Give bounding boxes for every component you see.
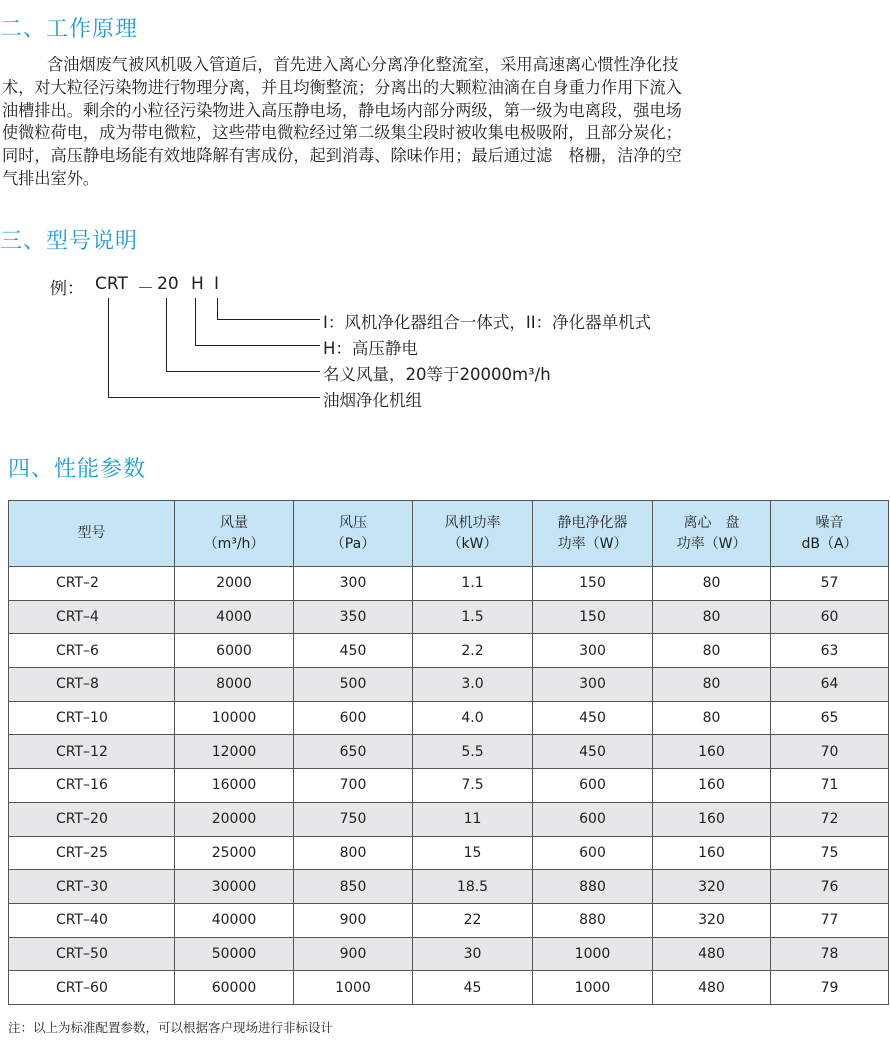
- table-cell: 300: [533, 634, 653, 668]
- table-cell: 320: [653, 870, 771, 904]
- table-cell: 600: [533, 836, 653, 870]
- table-cell: 850: [294, 870, 413, 904]
- table-row: [9, 600, 889, 634]
- table-cell: 880: [533, 870, 653, 904]
- table-row: [9, 701, 889, 735]
- table-row: [9, 634, 889, 668]
- header-esp-power: 静电净化器 功率（W）: [533, 501, 653, 567]
- paragraph-line: 使微粒荷电，成为带电微粒，这些带电微粒经过第二级集尘段时被收集电极吸附，且部分炭化；: [2, 123, 682, 143]
- footnote: 注：以上为标准配置参数，可以根据客户现场进行非标设计: [8, 1020, 334, 1035]
- connector-line: [217, 298, 218, 320]
- legend-i: I：风机净化器组合一体式，II：净化器单机式: [323, 313, 652, 332]
- table-row: [9, 668, 889, 702]
- table-cell: 300: [294, 567, 413, 601]
- table-cell: 4000: [175, 600, 294, 634]
- legend-airflow: 名义风量，20等于20000m³/h: [323, 365, 551, 384]
- section-heading-working-principle: 二、工作原理: [0, 17, 139, 42]
- table-cell: CRT–4: [9, 600, 175, 634]
- table-cell: 880: [533, 903, 653, 937]
- table-row: [9, 735, 889, 769]
- table-cell: CRT–8: [9, 668, 175, 702]
- paragraph-line: 油槽排出。剩余的小粒径污染物进入高压静电场，静电场内部分两级，第一级为电离段，强电场: [2, 100, 682, 120]
- table-row: [9, 937, 889, 971]
- table-cell: CRT–2: [9, 567, 175, 601]
- model-part-airflow: 20: [157, 274, 179, 294]
- table-cell: 57: [771, 567, 889, 601]
- table-row: [9, 567, 889, 601]
- table-cell: 600: [294, 701, 413, 735]
- table-cell: 8000: [175, 668, 294, 702]
- table-cell: 45: [413, 971, 533, 1005]
- table-cell: 80: [653, 634, 771, 668]
- table-cell: 78: [771, 937, 889, 971]
- table-row: [9, 971, 889, 1005]
- table-cell: 160: [653, 802, 771, 836]
- table-cell: 11: [413, 802, 533, 836]
- table-cell: 80: [653, 668, 771, 702]
- header-noise: 噪音 dB（A）: [771, 501, 889, 567]
- table-cell: 16000: [175, 769, 294, 803]
- connector-line: [166, 298, 167, 372]
- table-cell: 900: [294, 937, 413, 971]
- table-cell: 1000: [294, 971, 413, 1005]
- table-cell: CRT–12: [9, 735, 175, 769]
- table-row: [9, 870, 889, 904]
- paragraph-line: 气排出室外。: [2, 168, 100, 188]
- table-cell: 2.2: [413, 634, 533, 668]
- model-part-dash: －: [137, 279, 154, 299]
- table-cell: 79: [771, 971, 889, 1005]
- table-cell: 3.0: [413, 668, 533, 702]
- table-cell: 72: [771, 802, 889, 836]
- example-label: 例：: [50, 279, 84, 299]
- paragraph-line: 同时，高压静电场能有效地降解有害成份，起到消毒、除味作用；最后通过滤 格栅，洁净的空: [2, 146, 682, 166]
- header-fan-power: 风机功率 （kW）: [413, 501, 533, 567]
- table-cell: 160: [653, 735, 771, 769]
- table-row: [9, 903, 889, 937]
- table-cell: 160: [653, 769, 771, 803]
- table-cell: CRT–60: [9, 971, 175, 1005]
- connector-line: [108, 298, 109, 398]
- table-cell: 25000: [175, 836, 294, 870]
- table-cell: 450: [533, 735, 653, 769]
- model-part-series: CRT: [95, 274, 128, 294]
- table-cell: 450: [533, 701, 653, 735]
- table-cell: 480: [653, 937, 771, 971]
- performance-table: [8, 500, 889, 1005]
- table-cell: 350: [294, 600, 413, 634]
- table-cell: 20000: [175, 802, 294, 836]
- table-cell: 650: [294, 735, 413, 769]
- table-cell: 500: [294, 668, 413, 702]
- section-heading-performance: 四、性能参数: [8, 457, 147, 482]
- table-cell: 1.1: [413, 567, 533, 601]
- header-centrifugal-power: 离心 盘 功率（W）: [653, 501, 771, 567]
- model-part-i: I: [214, 274, 220, 294]
- header-airflow: 风量 （m³/h）: [175, 501, 294, 567]
- table-cell: 10000: [175, 701, 294, 735]
- table-cell: 80: [653, 600, 771, 634]
- table-cell: 5.5: [413, 735, 533, 769]
- paragraph-line: 含油烟废气被风机吸入管道后，首先进入离心分离净化整流室，采用高速离心惯性净化技: [47, 55, 679, 74]
- table-cell: 80: [653, 567, 771, 601]
- table-cell: 7.5: [413, 769, 533, 803]
- section-heading-model-description: 三、型号说明: [0, 229, 139, 254]
- table-row: [9, 802, 889, 836]
- paragraph-line: 术，对大粒径污染物进行物理分离，并且均衡整流；分离出的大颗粒油滴在自身重力作用下流入: [2, 77, 682, 97]
- table-cell: 50000: [175, 937, 294, 971]
- header-model: 型号: [9, 501, 175, 567]
- table-cell: 30000: [175, 870, 294, 904]
- table-cell: 77: [771, 903, 889, 937]
- table-cell: CRT–16: [9, 769, 175, 803]
- table-cell: 60000: [175, 971, 294, 1005]
- connector-line: [195, 298, 196, 346]
- legend-h: H：高压静电: [323, 339, 418, 358]
- table-cell: 1000: [533, 937, 653, 971]
- table-row: [9, 836, 889, 870]
- table-cell: 18.5: [413, 870, 533, 904]
- table-cell: 600: [533, 802, 653, 836]
- table-cell: 12000: [175, 735, 294, 769]
- table-cell: 71: [771, 769, 889, 803]
- table-cell: 450: [294, 634, 413, 668]
- table-cell: 900: [294, 903, 413, 937]
- table-cell: 800: [294, 836, 413, 870]
- table-header-row: [9, 501, 889, 567]
- table-cell: 64: [771, 668, 889, 702]
- table-cell: CRT–30: [9, 870, 175, 904]
- table-cell: CRT–10: [9, 701, 175, 735]
- table-cell: 160: [653, 836, 771, 870]
- table-cell: 150: [533, 567, 653, 601]
- table-cell: 1000: [533, 971, 653, 1005]
- legend-series: 油烟净化机组: [323, 391, 422, 410]
- table-row: [9, 769, 889, 803]
- table-cell: CRT–25: [9, 836, 175, 870]
- table-cell: CRT–6: [9, 634, 175, 668]
- table-cell: CRT–40: [9, 903, 175, 937]
- table-cell: 4.0: [413, 701, 533, 735]
- connector-line: [217, 319, 320, 320]
- table-cell: 1.5: [413, 600, 533, 634]
- model-part-h: H: [191, 274, 204, 294]
- table-cell: 65: [771, 701, 889, 735]
- connector-line: [108, 397, 320, 398]
- connector-line: [166, 371, 320, 372]
- table-cell: 80: [653, 701, 771, 735]
- header-pressure: 风压 （Pa）: [294, 501, 413, 567]
- table-cell: CRT–20: [9, 802, 175, 836]
- table-cell: 700: [294, 769, 413, 803]
- table-cell: 150: [533, 600, 653, 634]
- table-cell: 75: [771, 836, 889, 870]
- table-cell: 60: [771, 600, 889, 634]
- table-cell: CRT–50: [9, 937, 175, 971]
- table-cell: 750: [294, 802, 413, 836]
- table-cell: 600: [533, 769, 653, 803]
- table-cell: 30: [413, 937, 533, 971]
- model-code-diagram: [0, 266, 890, 416]
- table-cell: 2000: [175, 567, 294, 601]
- table-cell: 300: [533, 668, 653, 702]
- table-cell: 70: [771, 735, 889, 769]
- table-cell: 15: [413, 836, 533, 870]
- table-cell: 6000: [175, 634, 294, 668]
- table-cell: 320: [653, 903, 771, 937]
- table-cell: 22: [413, 903, 533, 937]
- connector-line: [195, 345, 320, 346]
- table-cell: 76: [771, 870, 889, 904]
- table-cell: 63: [771, 634, 889, 668]
- table-cell: 480: [653, 971, 771, 1005]
- working-principle-paragraph: [2, 54, 886, 191]
- table-cell: 40000: [175, 903, 294, 937]
